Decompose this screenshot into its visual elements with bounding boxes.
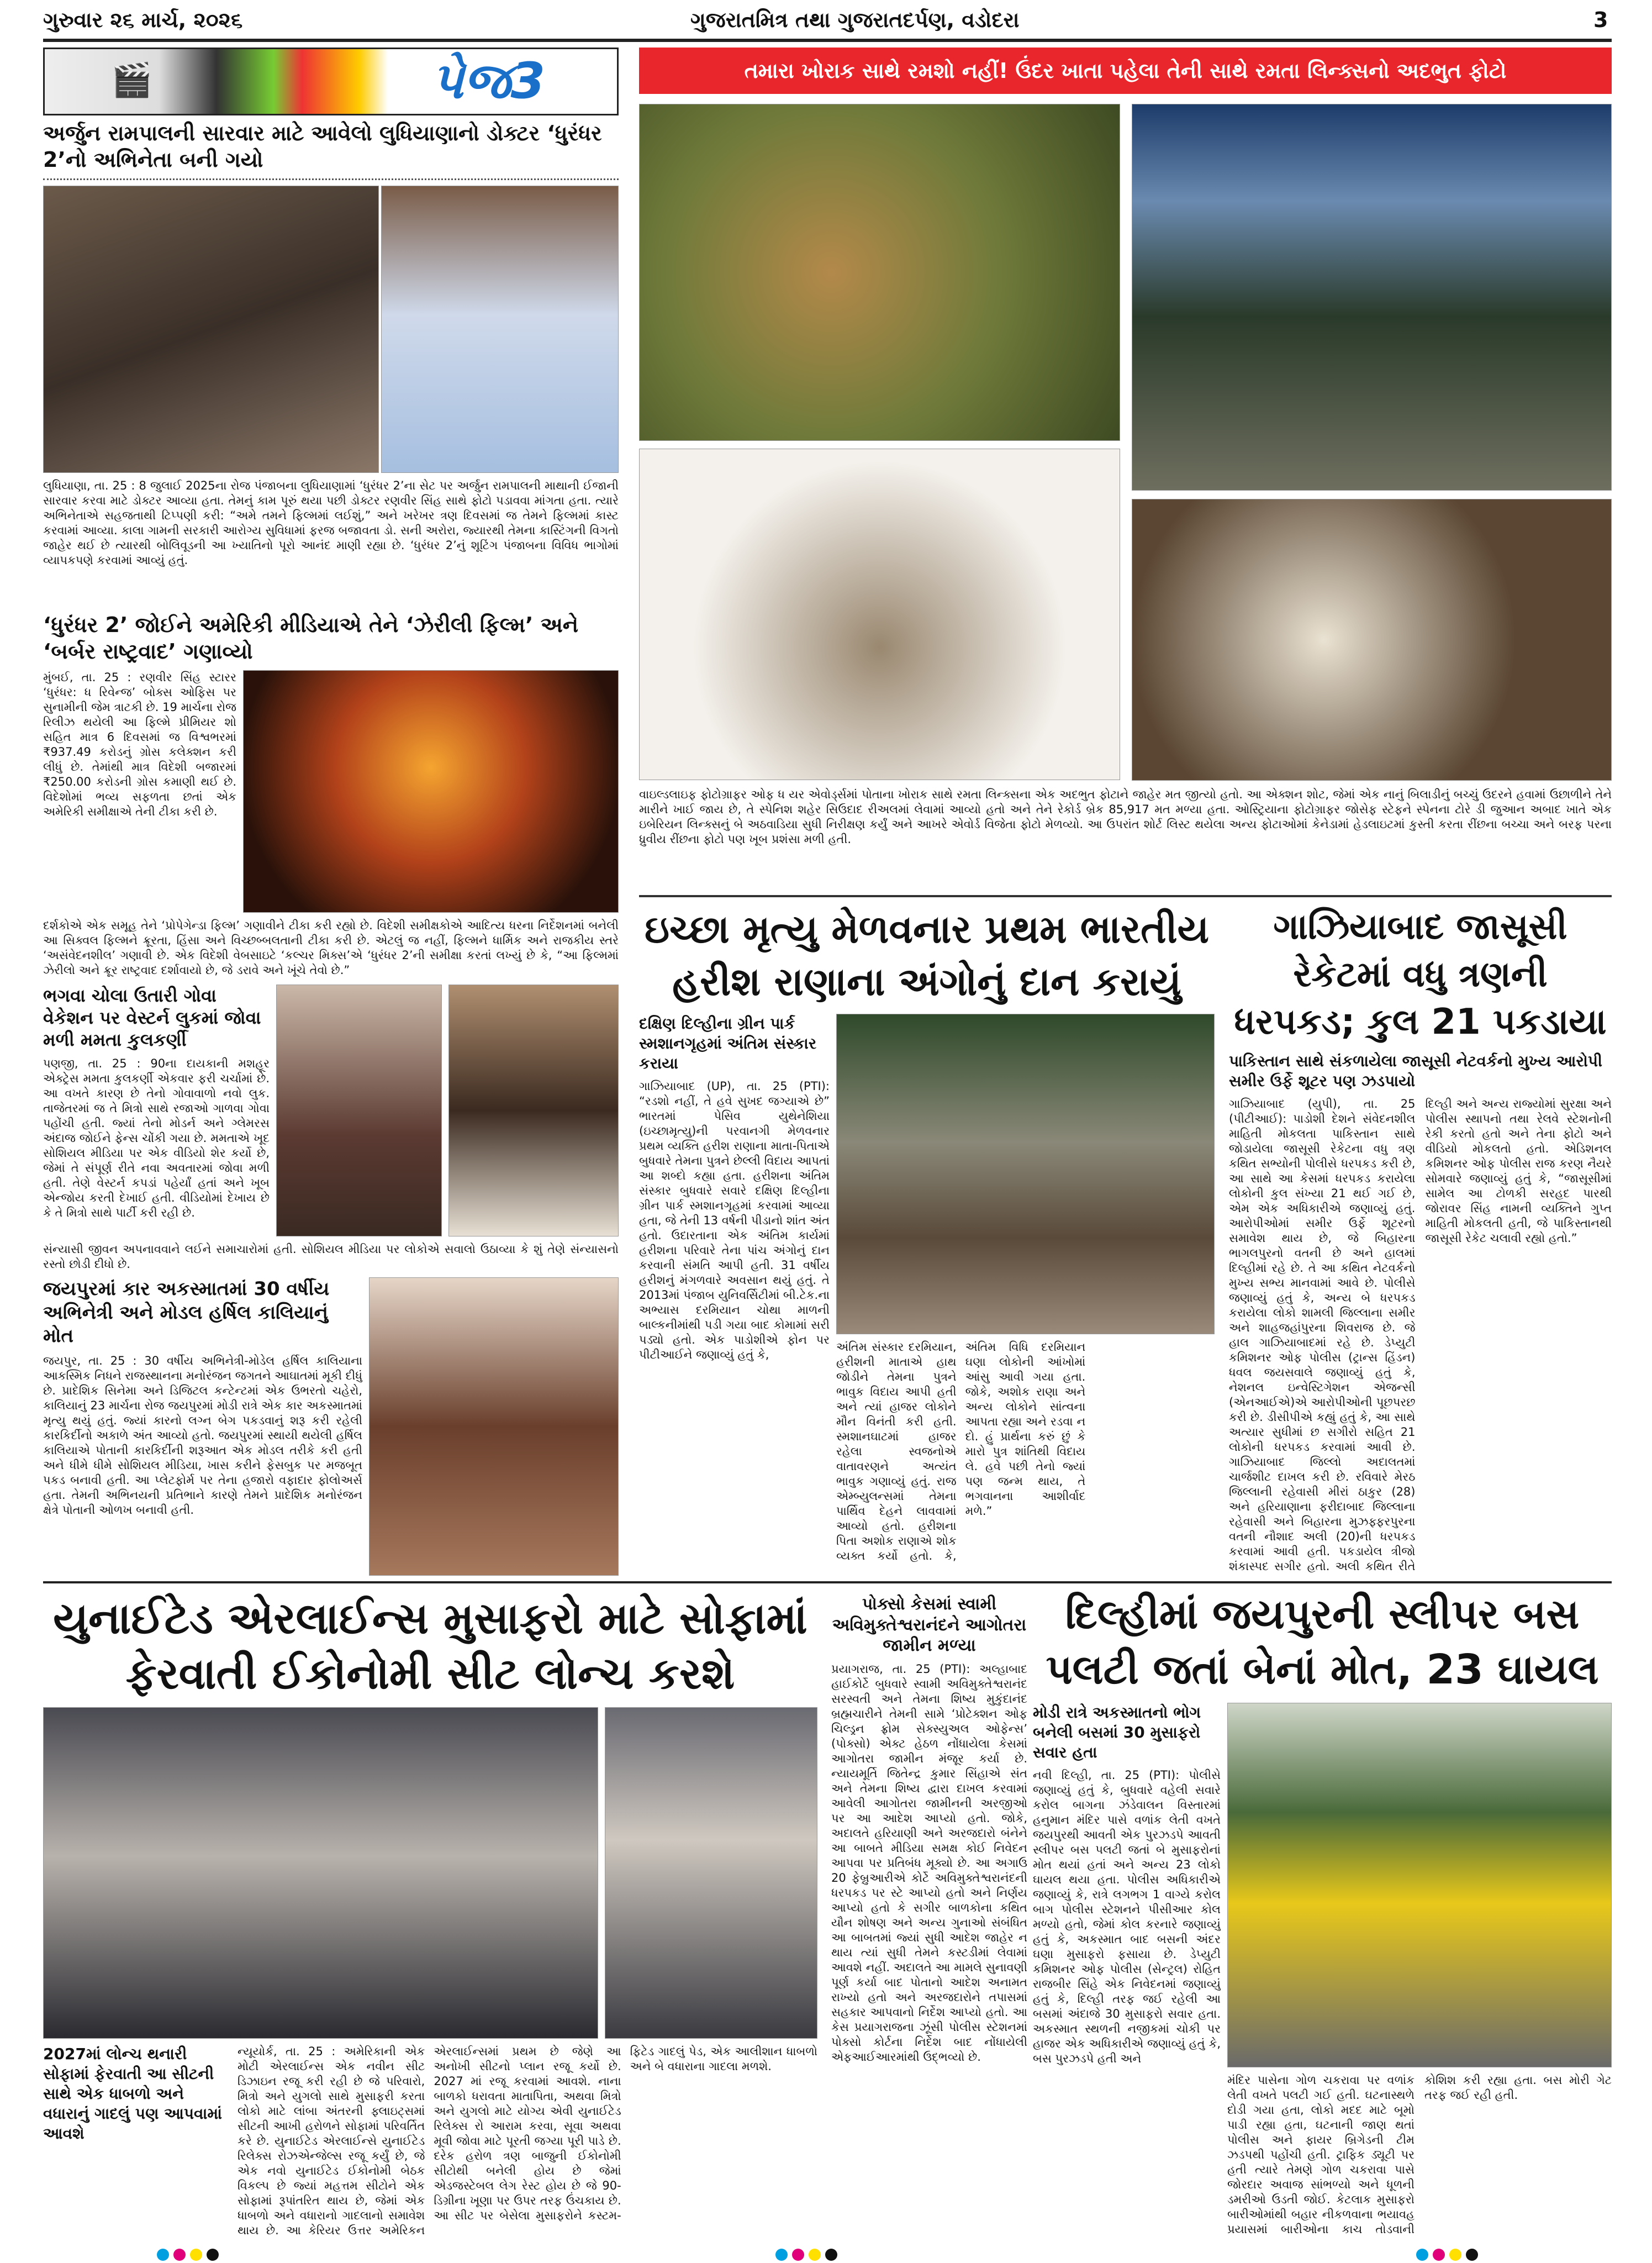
- jaipur-body: નવી દિલ્હી, તા. 25 (PTI): પોલીસે જણાવ્યું હતું કે, બુધવારે વહેલી સવારે કરોલ બાગના ઝંડેવાલન વિસ્તારમાં હનુમાન મંદિર પાસે વળાંક લેતી વખતે જયપુરથી આવતી એક પુરઝડપે આવતી સ્લીપર બસ પલટી જતાં બે મુસાફરોનાં મોત થયાં હતાં અને અન્ય 23 લોકો ઘાયલ થયા હતા. પોલીસ અધિકારીએ જણાવ્યું કે, રાત્રે લગભગ 1 વાગ્યે કરોલ બાગ પોલીસ સ્ટેશનને પીસીઆર કોલ મળ્યો હતો, જેમાં કોલ કરનારે જણાવ્યું હતું કે, અકસ્માત બાદ બસની અંદર ઘણા મુસાફરો ફસાયા છે. ડેપ્યુટી કમિશનર ઓફ પોલીસ (સેન્ટ્રલ) રોહિત રાજબીર સિંહે એક નિવેદનમાં જણાવ્યું હતું કે, દિલ્હી તરફ જઈ રહેલી આ બસમાં અંદાજે 30 મુસાફરો સવાર હતા. અકસ્માત સ્થળની નજીકમાં ચોકી પર હાજર એક અધિકારીએ જણાવ્યું હતું કે, બસ પુરઝડપે હતી અને: [1033, 1769, 1221, 2065]
- film-reel-icon: 🎬: [111, 61, 152, 99]
- harish-headline: ઇચ્છા મૃત્યુ મેળવનાર પ્રથમ ભારતીય હરીશ રાણાના અંગોનું દાન કરાયું: [644, 907, 1210, 1004]
- united-subhead: 2027માં લોન્ચ થનારી સોફામાં ફેરવાતી આ સીટની સાથે એક ધાબળો અને વધારાનું ગાદલું પણ આપવામાં આવશે: [43, 2045, 222, 2143]
- dhurandhar-body: મુંબઈ, તા. 25 : રણવીર સિંહ સ્ટારર ‘ધુરંધર: ધ રિવેન્જ’ બોક્સ ઓફિસ પર સુનામીની જેમ ત્રાટકી છે. 19 માર્ચના રોજ રિલીઝ થયેલી આ ફિલ્મે પ્રીમિયર શો સહિત માત્ર 6 દિવસમાં જ વિશ્વભરમાં ₹937.49 કરોડનું ગ્રોસ કલેક્શન કરી લીધું છે. તેમાંથી માત્ર વિદેશી બજારમાં ₹250.00 કરોડની ગ્રોસ કમાણી થઈ છે. વિદેશોમાં ભવ્ય સફળતા છતાં એક અમેરિકી સમીક્ષાએ તેની ટીકા કરી છે.: [43, 671, 236, 818]
- cyan-dot: [1416, 2249, 1428, 2261]
- harshil-body: જયપુર, તા. 25 : 30 વર્ષીય અભિનેત્રી-મોડેલ હર્ષિલ કાલિયાના આકસ્મિક નિધને રાજસ્થાનના મનોરંજન જગતને આઘાતમાં મૂકી દીધું છે. પ્રાદેશિક સિનેમા અને ડિજિટલ કન્ટેન્ટમાં એક ઉભરતો ચહેરો, કાલિયાનું 23 માર્ચના રોજ જયપુરમાં મોડી રાત્રે એક કાર અકસ્માતમાં મૃત્યુ થયું હતું. જ્યાં કારનો લગ્ન બેગ પકડવાનું શરૂ કરી રહેલી કારકિર્દીનો અકાળે અંત આવ્યો હતો. જયપુરમાં સ્થાયી થયેલી હર્ષિલ કાલિયાએ પોતાની કારકિર્દીની શરૂઆત એક મોડલ તરીકે કરી હતી અને ધીમે ધીમે સોશિયલ મીડિયા, ખાસ કરીને ફેસબુક પર મજબૂત પકડ બનાવી હતી. આ પ્લેટફોર્મ પર તેના હજારો વફાદાર ફોલોઅર્સ હતા. તેમની અભિનયની પ્રતિભાને કારણે તેમને પ્રાદેશિક મનોરંજન ક્ષેત્રે પોતાની ઓળખ બનાવી હતી.: [43, 1354, 362, 1517]
- magenta-dot: [792, 2249, 804, 2261]
- ghaziabad-headline: ગાઝિયાબાદ જાસૂસી રેકેટમાં વધુ ત્રણની ધરપકડ; કુલ 21 પકડાયા: [1234, 907, 1607, 1043]
- arjun-body: લુધિયાણા, તા. 25 : 8 જુલાઈ 2025ના રોજ પંજાબના લુધિયાણામાં ‘ધુરંધર 2’ના સેટ પર અર્જુન રામપાલની માથાની ઈજાની સારવાર કરવા માટે ડોક્ટર આવ્યા હતા. તેમનું કામ પૂરું થયા પછી ડોક્ટર રણવીર સિંહ સાથે ફોટો પડાવવા માંગતા હતા. ત્યારે અભિનેતાએ સહજતાથી ટિપ્પણી કરી: “અમે તમને ફિલ્મમાં લઈશું,” અને ખરેખર ત્રણ દિવસમાં જ તેમને ફિલ્મમાં કાસ્ટ કરવામાં આવ્યા. કાલા ગામની સરકારી આરોગ્ય સુવિધામાં ફરજ બજાવતા ડો. સની અરોરા, જ્યારથી તેમના કાસ્ટિંગની વિગતો જાહેર થઈ છે ત્યારથી બોલિવૂડની આ ખ્યાતિનો પૂરો આનંદ માણી રહ્યા છે. ‘ધુરંધર 2’નું શૂટિંગ પંજાબના વિવિધ ભાગોમાં વ્યાપકપણે કરવામાં આવ્યું હતું.: [43, 479, 619, 567]
- jaipur-headline: દિલ્હીમાં જયપુરની સ્લીપર બસ પલટી જતાં બેનાં મોત, 23 ઘાયલ: [1046, 1591, 1599, 1693]
- ghaziabad-story: [1229, 903, 1612, 1575]
- arjun-story: [43, 120, 619, 607]
- registration-marks-center: [773, 2249, 840, 2263]
- yellow-dot: [1449, 2249, 1461, 2261]
- dhurandhar-story: [43, 612, 619, 978]
- yellow-dot: [190, 2249, 202, 2261]
- issue-date: ગુરુવાર ૨૬ માર્ચ, ૨૦૨૬: [43, 8, 243, 32]
- lynx-photo: [639, 104, 1120, 441]
- wildlife-caption: વાઇલ્ડલાઇફ ફોટોગ્રાફર ઓફ ધ યર એવોર્ડ્સમાં પોતાના ખોરાક સાથે રમતા લિન્ક્સના એક અદભુત ફોટાને જાહેર મત જીત્યો હતો. આ એક્શન શોટ, જેમાં એક નાનું બિલાડીનું બચ્ચું ઉંદરને હવામાં ઉછાળીને તેને મારીને ખાઈ જાય છે, તે સ્પેનિશ શહેર સિઉદાદ રીઅલમાં લેવામાં આવ્યો હતો અને તેને રેકોર્ડ બ્રેક 85,917 મત મળ્યા હતા. ઓસ્ટ્રિયાના ફોટોગ્રાફર જોસેફ સ્ટેફને સ્પેનના ટોરે ડી જુઆન અબાદ ખાતે એક ઇબેરિયન લિન્ક્સનું બે અઠવાડિયા સુધી નિરીક્ષણ કર્યું અને આખરે એવોર્ડ વિજેતા ફોટો મેળવ્યો. આ ઉપરાંત શોર્ટ લિસ્ટ થયેલા અન્ય ફોટાઓમાં કેનેડામાં હેડલાઇટમાં કુસ્તી કરતા રીંછના બચ્ચા અને બરફ પરના ધ્રુવીય રીંછના ફોટો પણ ખૂબ પ્રશંસા મળી હતી.: [639, 788, 1612, 846]
- jaipur-story: [1033, 1587, 1612, 2249]
- arjun-headline: અર્જુન રામપાલની સારવાર માટે આવેલો લુધિયાણાનો ડોક્ટર ‘ધુરંધર 2’નો અભિનેતા બની ગયો: [43, 121, 602, 172]
- black-dot: [1466, 2249, 1478, 2261]
- magenta-dot: [1433, 2249, 1445, 2261]
- pocso-headline: પોક્સો કેસમાં સ્વામી અવિમુક્તેશ્વરાનંદને આગોતરા જામીન મળ્યા: [832, 1594, 1027, 1655]
- bus-accident-photo: [1227, 1703, 1612, 2067]
- dhurandhar-headline: ‘ધુરંધર 2’ જોઈને અમેરિકી મીડિયાએ તેને ‘ઝેરીલી ફિલ્મ’ અને ‘બર્બર રાષ્ટ્રવાદ’ ગણાવ્યો: [43, 613, 579, 664]
- mamta-photo-1: [276, 985, 442, 1236]
- arjun-rampal-photo: [43, 186, 379, 473]
- pocso-body: પ્રયાગરાજ, તા. 25 (PTI): અલ્હાબાદ હાઈકોર્ટે બુધવારે સ્વામી અવિમુક્તેશ્વરાનંદ સરસ્વતી અને તેમના શિષ્ય મુકુંદાનંદ બ્રહ્મચારીને તેમની સામે ‘પ્રોટેક્શન ઓફ ચિલ્ડ્રન ફ્રોમ સેક્સ્યુઅલ ઓફેન્સ’ (પોક્સો) એક્ટ હેઠળ નોંધાયેલા કેસમાં આગોતરા જામીન મંજૂર કર્યા છે. ન્યાયમૂર્તિ જિતેન્દ્ર કુમાર સિંહાએ સંત અને તેમના શિષ્ય દ્વારા દાખલ કરવામાં આવેલી આગોતરા જામીનની અરજીઓ પર આ આદેશ આપ્યો હતો. જોકે, અદાલતે હરિયાણી અને અરજદારો બંનેને આ બાબતે મીડિયા સમક્ષ કોઈ નિવેદન આપવા પર પ્રતિબંધ મૂક્યો છે. આ અગાઉ 20 ફેબ્રુઆરીએ કોર્ટે અવિમુક્તેશ્વરાનંદની ધરપકડ પર સ્ટે આપ્યો હતો અને નિર્ણય આપ્યો હતો કે સગીર બાળકોના કથિત યૌન શોષણ અને અન્ય ગુનાઓ સંબંધિત આ બાબતમાં જ્યાં સુધી આદેશ જાહેર ન થાય ત્યાં સુધી તેમને કસ્ટડીમાં લેવામાં આવશે નહીં. અદાલતે આ મામલે સુનાવણી પૂર્ણ કર્યા બાદ પોતાનો આદેશ અનામત રાખ્યો હતો અને અરજદારોને તપાસમાં સહકાર આપવાનો નિર્દેશ આપ્યો હતો. આ કેસ પ્રયાગરાજના ઝૂંસી પોલીસ સ્ટેશનમાં પોક્સો કોર્ટના નિર્દેશ બાદ નોંધાયેલી એફઆઈઆરમાંથી ઉદ્ભવ્યો છે.: [831, 1662, 1027, 2064]
- harish-body-continued: અંતિમ સંસ્કાર દરમિયાન, હરીશની માતાએ હાથ જોડીને તેમના પુત્રને ભાવુક વિદાય આપી હતી અને ત્યાં હાજર લોકોને મૌન વિનંતી કરી હતી. સ્મશાનઘાટમાં હાજર રહેલા સ્વજનોએ વાતાવરણને અત્યંત ભાવુક ગણાવ્યું હતું. રાજ એમ્બ્યુલન્સમાં તેમના પાર્થિવ દેહને લાવવામાં આવ્યો હતો. હરીશના પિતા અશોક રાણાએ શોક વ્યક્ત કર્યો હતો. કે, અંતિમ વિધિ દરમિયાન ઘણા લોકોની આંખોમાં આંસુ આવી ગયા હતા. જોકે, અશોક રાણા અને અન્ય લોકોને સાંત્વના આપતા રહ્યા અને રડવા ન દો. હું પ્રાર્થના કરું છું કે મારો પુત્ર શાંતિથી વિદાય લે. હવે પછી તેનો જ્યાં પણ જન્મ થાય, તે ભગવાનના આશીર્વાદ મળે.”: [836, 1340, 1086, 1562]
- black-dot: [207, 2249, 219, 2261]
- jaipur-body-continued: મંદિર પાસેના ગોળ ચકરાવા પર વળાંક લેતી વખતે પલટી ગઈ હતી. ઘટનાસ્થળે દોડી ગયા હતા, લોકો મદદ માટે બૂમો પાડી રહ્યા હતા, ઘટનાની જાણ થતાં પોલીસ અને ફાયર બ્રિગેડની ટીમ ઝડપથી પહોંચી હતી. ટ્રાફિક ડ્યૂટી પર હતી ત્યારે તેમણે ગોળ ચકરાવા પાસે જોરદાર અવાજ સાંભળ્યો અને ધૂળની ડમરીઓ ઉડતી જોઈ. કેટલાક મુસાફરો બારીઓમાંથી બહાર નીકળવાના ભયાવહ પ્રયાસમાં બારીઓના કાચ તોડવાની કોશિશ કરી રહ્યા હતા. બસ મોરી ગેટ તરફ જઈ રહી હતી.: [1227, 2073, 1612, 2236]
- united-body: ન્યૂયોર્ક, તા. 25 : અમેરિકાની એક મોટી એરલાઈન્સ એક નવીન સીટ ડિઝાઇન રજૂ કરી રહી છે જે પરિવારો, મિત્રો અને યુગલો સાથે મુસાફરી કરતા લોકો માટે લાંબા અંતરની ફ્લાઇટ્સમાં સીટની આખી હરોળને સોફામાં પરિવર્તિત કરે છે. યુનાઈટેડ એરલાઈન્સે યુનાઈટેડ રિલેક્સ રોઝએન્જેલ્સ રજૂ કર્યું છે, જે એક નવો યુનાઈટેડ ઈકોનોમી બેઠક વિકલ્પ છે જ્યાં મહત્તમ સીટોને એક સોફામાં રૂપાંતરિત થાય છે, જેમાં એક ધાબળો અને વધારાનો ગાદલાનો સમાવેશ થાય છે. આ કેરિયર ઉત્તર અમેરિકન એરલાઈન્સમાં પ્રથમ છે જેણે આ અનોખી સીટનો પ્લાન રજૂ કર્યો છે. 2027 માં રજૂ કરવામાં આવશે. નાના બાળકો ધરાવતા માતાપિતા, અથવા મિત્રો અને યુગલો માટે યોગ્ય એવી યુનાઈટેડ રિલેક્સ રો આરામ કરવા, સૂવા અથવા મૂવી જોવા માટે પૂરતી જગ્યા પૂરી પાડે છે. દરેક હરોળ ત્રણ બાજુની ઈકોનોમી સીટોથી બનેલી હોય છે જેમાં એડજસ્ટેબલ લેગ રેસ્ટ હોય છે જે 90-ડિગ્રીના ખૂણા પર ઉપર તરફ ઉંચકાય છે. આ સીટ પર બેસેલા મુસાફરોને કસ્ટમ-ફિટેડ ગાદલું પેડ, એક આલીશાન ધાબળો અને બે વધારાના ગાદલા મળશે.: [237, 2045, 817, 2237]
- harshil-headline: જયપુરમાં કાર અકસ્માતમાં 30 વર્ષીય અભિનેત્રી અને મોડલ હર્ષિલ કાલિયાનું મોત: [43, 1278, 330, 1347]
- bear-cubs-headlights-photo: [1132, 104, 1612, 491]
- mamta-body-continued: સંન્યાસી જીવન અપનાવવાને લઈને સમાચારોમાં હતી. સોશિયલ મીડિયા પર લોકોએ સવાલો ઉઠાવ્યા કે શું તેણે સંન્યાસનો રસ્તો છોડી દીધો છે.: [43, 1243, 619, 1271]
- pocso-story: [831, 1594, 1027, 2249]
- page3-logo-text: પેજ3: [431, 52, 546, 110]
- sofa-seat-photo-1: [43, 1707, 598, 2039]
- magenta-dot: [173, 2249, 186, 2261]
- banner-headline: તમારા ખોરાક સાથે રમશો નહીં! ઉંદર ખાતા પહેલા તેની સાથે રમતા લિન્ક્સનો અદભુત ફોટો: [639, 48, 1612, 94]
- mamta-story: [43, 985, 619, 1272]
- deer-photo: [639, 449, 1120, 780]
- cyan-dot: [775, 2249, 788, 2261]
- registration-marks-left: [155, 2249, 221, 2263]
- mamta-headline: ભગવા ચોલા ઉતારી ગોવા વેકેશન પર વેસ્ટર્ન લુકમાં જોવા મળી મમતા કુલકર્ણી: [43, 985, 261, 1050]
- cyan-dot: [157, 2249, 169, 2261]
- page-number: 3: [1593, 8, 1608, 32]
- harish-body: ગાઝિયાબાદ (UP), તા. 25 (PTI): “રડશો નહીં, તે હવે સુખદ જગ્યાએ છે” ભારતમાં પેસિવ યુથેનેશિયા (ઇચ્છામૃત્યુ)ની પરવાનગી મેળવનાર પ્રથમ વ્યક્તિ હરીશ રાણાના માતા-પિતાએ બુધવારે તેમના પુત્રને છેલ્લી વિદાય આપતાં આ શબ્દો કહ્યા હતા. હરીશના અંતિમ સંસ્કાર બુધવારે સવારે દક્ષિણ દિલ્હીના ગ્રીન પાર્ક સ્મશાનગૃહમાં કરવામાં આવ્યા હતા, જે તેની 13 વર્ષની પીડાનો શાંત અંત હતો. ઉદારતાના એક અંતિમ કાર્યમાં હરીશના પરિવારે તેના પાંચ અંગોનું દાન કરવાની સંમતિ આપી હતી. 31 વર્ષીય હરીશનું મંગળવારે અવસાન થયું હતું. તે 2013માં પંજાબ યુનિવર્સિટીમાં બી.ટેક.ના અભ્યાસ દરમિયાન ચોથા માળની બાલ્કનીમાંથી પડી ગયા બાદ કોમામાં સરી પડ્યો હતો. એક પાડોશીએ ફોન પર પીટીઆઈને જણાવ્યું હતું કે,: [639, 1080, 830, 1361]
- ghaziabad-subhead: પાકિસ્તાન સાથે સંકળાયેલા જાસૂસી નેટવર્કનો મુખ્ય આરોપી સમીર ઉર્ફે શૂટર પણ ઝડપાયો: [1229, 1052, 1603, 1090]
- arjun-photos: [43, 186, 619, 473]
- polar-bears-photo: [1132, 499, 1612, 781]
- registration-marks-right: [1414, 2249, 1480, 2263]
- newspaper-title: ગુજરાતમિત્ર તથા ગુજરાતદર્પણ, વડોદરા: [690, 8, 1020, 32]
- united-story: [43, 1591, 817, 2246]
- header-rule: [43, 39, 1612, 42]
- yellow-dot: [809, 2249, 821, 2261]
- harish-story: [639, 903, 1215, 1575]
- ghaziabad-body: ગાઝિયાબાદ (યુપી), તા. 25 (પીટીઆઈ): પાડોશી દેશને સંવેદનશીલ માહિતી મોકલતા પાકિસ્તાન સાથે જોડાયેલા જાસૂસી રેકેટના વધુ ત્રણ કથિત સભ્યોની પોલીસે ધરપકડ કરી છે, આ સાથે આ કેસમાં ધરપકડ કરાયેલા લોકોની કુલ સંખ્યા 21 થઈ ગઈ છે, એમ એક અધિકારીએ જણાવ્યું હતું. આરોપીઓમાં સમીર ઉર્ફે શૂટરનો સમાવેશ થાય છે, જે બિહારના ભાગલપુરનો વતની છે અને હાલમાં દિલ્હીમાં રહે છે. તે આ કથિત નેટવર્કનો મુખ્ય સભ્ય માનવામાં આવે છે. પોલીસે જણાવ્યું હતું કે, અન્ય બે ધરપકડ કરાયેલા લોકો શામલી જિલ્લાના સમીર અને શાહજહાંપુરના શિવરાજ છે. જે હાલ ગાઝિયાબાદમાં રહે છે. ડેપ્યુટી કમિશનર ઓફ પોલીસ (ટ્રાન્સ હિંડન) ધવલ જયસવાલે જણાવ્યું હતું કે, નેશનલ ઇન્વેસ્ટિગેશન એજન્સી (એનઆઈએ)એ આરોપીઓની પૂછપરછ કરી છે. ડીસીપીએ કહ્યું હતું કે, આ સાથે અત્યાર સુધીમાં છ સગીરો સહિત 21 લોકોની ધરપકડ કરવામાં આવી છે. ગાઝિયાબાદ જિલ્લો અદાલતમાં ચાર્જશીટ દાખલ કરી છે. રવિવારે મેરઠ જિલ્લાની રહેવાસી મીરાં ઠાકુર (28) અને હરિયાણાના ફરીદાબાદ જિલ્લાના રહેવાસી અને બિહારના મુઝફ્ફરપુરના વતની નૌશાદ અલી (20)ની ધરપકડ કરવામાં આવી હતી. પકડાયેલ ત્રીજો શંકાસ્પદ સગીર હતો. અલી કથિત રીતે દિલ્હી અને અન્ય રાજ્યોમાં સુરક્ષા અને પોલીસ સ્થાપનો તથા રેલવે સ્ટેશનોની રેકી કરતો હતો અને તેના ફોટો અને વીડિયો મોકલતો હતો. એડિશનલ કમિશનર ઓફ પોલીસ રાજ કરણ નૈયરે સોમવારે જણાવ્યું હતું કે, “જાસૂસીમાં સામેલ આ ટોળકી સરહદ પારથી જોરાવર સિંહ નામની વ્યક્તિને ગુપ્ત માહિતી મોકલતી હતી, જે પાકિસ્તાનથી જાસૂસી રેકેટ ચલાવી રહ્યો હતો.”: [1229, 1097, 1612, 1573]
- mamta-photo-2: [448, 985, 619, 1236]
- divider: [639, 895, 1612, 897]
- harish-subhead: દક્ષિણ દિલ્હીના ગ્રીન પાર્ક સ્મશાનગૃહમાં અંતિમ સંસ્કાર કરાયા: [639, 1014, 817, 1072]
- funeral-photo: [836, 1014, 1215, 1334]
- dhurandhar-poster: [243, 670, 619, 913]
- divider: [43, 178, 619, 180]
- black-dot: [825, 2249, 837, 2261]
- section-divider: [43, 1581, 1612, 1583]
- mamta-body: પણજી, તા. 25 : 90ના દાયકાની મશહૂર એક્ટ્રેસ મમતા કુલકર્ણી એકવાર ફરી ચર્ચામાં છે. આ વખતે કારણ છે તેનો ગોવાવાળો નવો લુક. તાજેતરમાં જ તે મિત્રો સાથે રજાઓ ગાળવા ગોવા પહોંચી હતી. જ્યાં તેનો મોડર્ન અને ગ્લેમરસ અંદાજ જોઈને ફેન્સ ચોંકી ગયા છે. મમતાએ ખૂદ સોશિયલ મીડિયા પર એક વીડિયો શેર કર્યો છે, જેમાં તે સંપૂર્ણ રીતે નવા અવતારમાં જોવા મળી હતી. તેણે વેસ્ટર્ન કપડાં પહેર્યાં હતાં અને ખૂબ એન્જોય કરતી દેખાઈ હતી. વીડિયોમાં દેખાય છે કે તે મિત્રો સાથે પાર્ટી કરી રહી છે.: [43, 1057, 270, 1219]
- dhurandhar-body-continued: દર્શકોએ એક સમૂહ તેને ‘પ્રોપેગેન્ડા ફિલ્મ’ ગણાવીને ટીકા કરી રહ્યો છે. વિદેશી સમીક્ષકોએ આદિત્ય ધરના નિર્દેશનમાં બનેલી આ સિક્વલ ફિલ્મને ક્રૂરતા, હિંસા અને વિચ્છબ્બલતાની ટીકા કરી છે. એટલું જ નહીં, ફિલ્મને ધાર્મિક અને રાજકીય સ્તરે ‘અસંવેદનશીલ’ ગણાવી છે. એક વિદેશી વેબસાઇટે ‘કલ્ચર મિક્સ’એ ‘ધુરંધર 2’ની સમીક્ષા કરતાં લખ્યું છે કે, “આ ફિલ્મમાં ઝેરીલો અને ક્રૂર રાષ્ટ્રવાદ દર્શાવાયો છે, જે ડરાવે અને ખૂંચે તેવો છે.”: [43, 919, 619, 977]
- united-headline: યુનાઈટેડ એરલાઈન્સ મુસાફરો માટે સોફામાં ફેરવાતી ઈકોનોમી સીટ લોન્ચ કરશે: [53, 1594, 807, 1699]
- page3-logo: [43, 48, 619, 115]
- united-photos: [43, 1707, 817, 2039]
- harshil-story: [43, 1277, 619, 1576]
- harshil-photo: [369, 1277, 619, 1576]
- jaipur-subhead: મોડી રાત્રે અકસ્માતનો ભોગ બનેલી બસમાં 30 મુસાફરો સવાર હતા: [1033, 1703, 1201, 1761]
- doctor-photo: [381, 186, 619, 473]
- sofa-seat-photo-2: [605, 1707, 817, 2039]
